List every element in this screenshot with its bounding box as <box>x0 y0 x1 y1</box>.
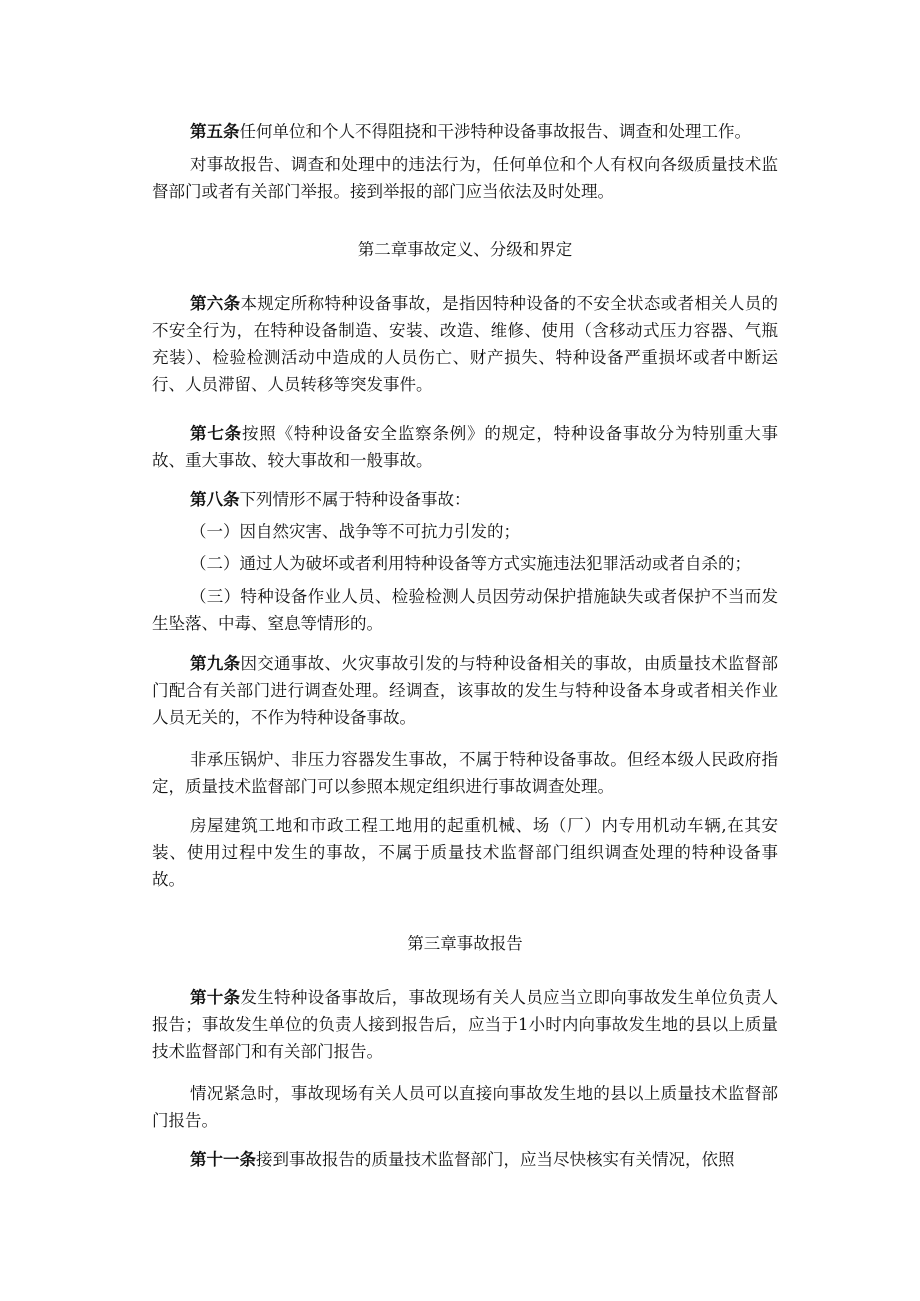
article-8 <box>152 486 778 513</box>
article-8-item-1: （一）因自然灾害、战争等不可抗力引发的； <box>190 522 520 541</box>
article-8-item-3: （三）特种设备作业人员、检验检测人员因劳动保护措施缺失或者保护不当而发生坠落、中毒、窒息等情形的。 <box>152 587 778 633</box>
article-5 <box>152 118 778 145</box>
article-6-label: 第六条 <box>190 294 241 313</box>
article-8-label: 第八条 <box>190 490 240 509</box>
chapter-3-heading: 第三章事故报告 <box>407 934 523 953</box>
article-8-item-2: （二）通过人为破坏或者利用特种设备等方式实施违法犯罪活动或者自杀的； <box>190 554 751 573</box>
article-6 <box>152 290 778 398</box>
article-5-text: 任何单位和个人不得阻挠和干涉特种设备事故报告、调查和处理工作。 <box>239 122 751 141</box>
article-9-label: 第九条 <box>190 654 241 673</box>
article-9 <box>152 650 778 731</box>
article-7 <box>152 420 778 474</box>
article-5-label: 第五条 <box>190 122 240 141</box>
article-9-paragraph-2: 非承压锅炉、非压力容器发生事故，不属于特种设备事故。但经本级人民政府指定，质量技术监督部门可以参照本规定组织进行事故调查处理。 <box>152 750 778 796</box>
article-7-text: 按照《特种设备安全监察条例》的规定，特种设备事故分为特别重大事故、重大事故、较大事故和一般事故。 <box>152 424 779 470</box>
article-8-text: 下列情形不属于特种设备事故： <box>239 490 471 509</box>
article-6-text: 本规定所称特种设备事故，是指因特种设备的不安全状态或者相关人员的不安全行为，在特种设备制造、安装、改造、维修、使用（含移动式压力容器、气瓶充装）、检验检测活动中造成的人员伤亡、财产损失、特种设备严重损坏或者中断运行、人员滞留、人员转移等突发事件。 <box>152 294 779 394</box>
article-9-paragraph-3: 房屋建筑工地和市政工程工地用的起重机械、场（厂）内专用机动车辆,在其安装、使用过程中发生的事故，不属于质量技术监督部门组织调查处理的特种设备事故。 <box>152 816 778 889</box>
article-10-text: 发生特种设备事故后，事故现场有关人员应当立即向事故发生单位负责人报告；事故发生单位的负责人接到报告后，应当于1小时内向事故发生地的县以上质量技术监督部门和有关部门报告。 <box>152 988 779 1061</box>
article-11 <box>152 1146 778 1173</box>
article-5-paragraph-2: 对事故报告、调查和处理中的违法行为，任何单位和个人有权向各级质量技术监督部门或者有关部门举报。接到举报的部门应当依法及时处理。 <box>152 155 778 201</box>
article-11-label: 第十一条 <box>190 1150 256 1169</box>
article-10-paragraph-2: 情况紧急时，事故现场有关人员可以直接向事故发生地的县以上质量技术监督部门报告。 <box>152 1084 778 1130</box>
article-10-label: 第十条 <box>190 988 241 1007</box>
article-7-label: 第七条 <box>190 424 242 443</box>
article-9-text: 因交通事故、火灾事故引发的与特种设备相关的事故，由质量技术监督部门配合有关部门进行调查处理。经调查，该事故的发生与特种设备本身或者相关作业人员无关的，不作为特种设备事故。 <box>152 654 779 727</box>
article-11-text: 接到事故报告的质量技术监督部门，应当尽快核实有关情况，依照 <box>256 1150 735 1169</box>
article-10 <box>152 984 778 1065</box>
chapter-2-heading: 第二章事故定义、分级和界定 <box>357 240 573 259</box>
